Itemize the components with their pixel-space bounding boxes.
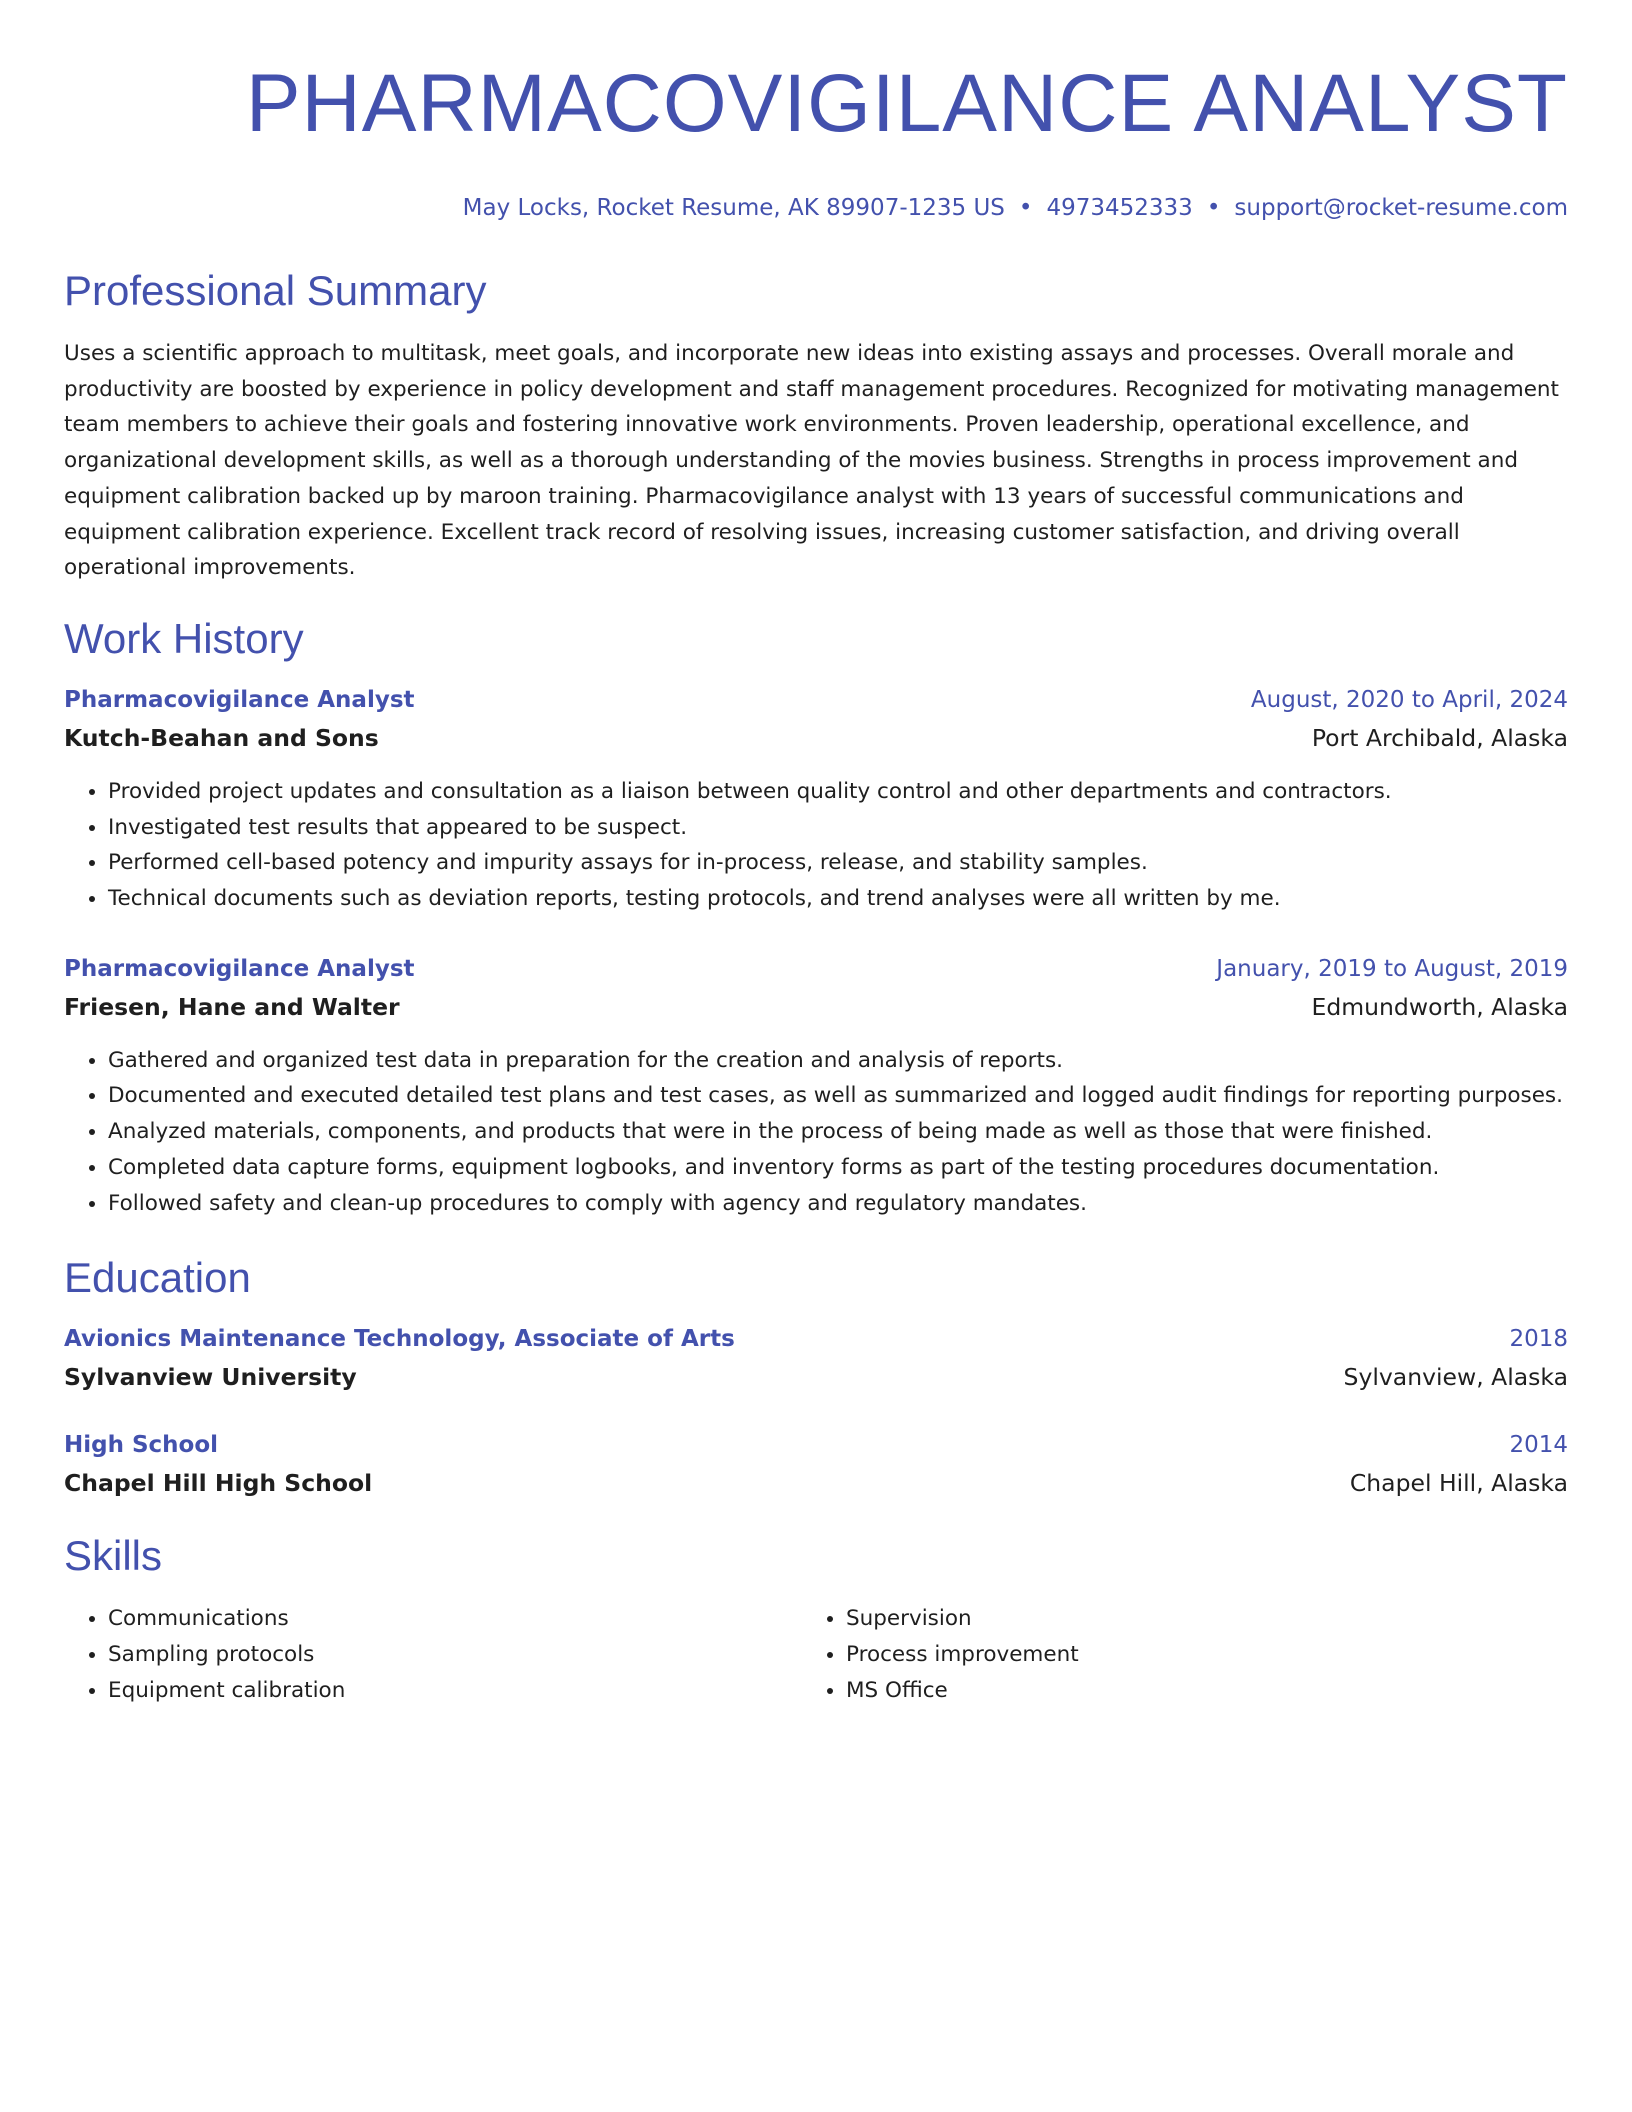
job-dates: August, 2020 to April, 2024: [1250, 686, 1568, 713]
job-duties-list: [64, 1043, 1568, 1222]
skills-list: [64, 1601, 1568, 1708]
job-duty: • Investigated test results that appeared to be suspect.: [108, 810, 1568, 846]
skills-column-left: [64, 1601, 802, 1708]
professional-summary-text: Uses a scientific approach to multitask, meet goals, and incorporate new ideas into existing assays and processes. Overall morale and productivity are boosted by experience in policy development and staff management procedures. Recognized for motivating management team members to achieve their goals and fostering innovative work environments. Proven leadership, operational excellence, and organizational development skills, as well as a thorough understanding of the movies business. Strengths in process improvement and equipment calibration backed up by maroon training. Pharmacovigilance analyst with 13 years of successful communications and equipment calibration experience. Excellent track record of resolving issues, increasing customer satisfaction, and driving overall operational improvements.: [64, 341, 1559, 581]
job-duty: • Analyzed materials, components, and products that were in the process of being made as well as those that were finished.: [108, 1114, 1568, 1150]
contact-phone: 4973452333: [1046, 195, 1193, 221]
skill-item: • Communications: [108, 1601, 802, 1637]
skill-item: • Supervision: [846, 1601, 1540, 1637]
job-company: Friesen, Hane and Walter: [64, 992, 400, 1021]
job-duty: • Technical documents such as deviation reports, testing protocols, and trend analyses were all written by me.: [108, 881, 1568, 917]
skill-item: • MS Office: [846, 1673, 1540, 1709]
job-duty: • Completed data capture forms, equipment logbooks, and inventory forms as part of the testing procedures documentation.: [108, 1150, 1568, 1186]
education-school: Sylvanview University: [64, 1363, 357, 1392]
job-location: Port Archibald, Alaska: [1311, 723, 1568, 752]
job-location: Edmundworth, Alaska: [1311, 992, 1568, 1021]
skill-item: • Equipment calibration: [108, 1673, 802, 1709]
contact-line: [64, 192, 1568, 224]
job-title-heading: PHARMACOVIGILANCE ANALYST: [245, 58, 1568, 149]
skills-heading: Skills: [64, 1532, 163, 1580]
job-dates: January, 2019 to August, 2019: [1216, 955, 1568, 982]
job-duty: • Gathered and organized test data in preparation for the creation and analysis of reports.: [108, 1043, 1568, 1079]
education-location: Sylvanview, Alaska: [1343, 1363, 1568, 1392]
education-heading: Education: [64, 1254, 251, 1302]
job-duties-list: [64, 774, 1568, 917]
education-location: Chapel Hill, Alaska: [1349, 1469, 1568, 1498]
education-degree: Avionics Maintenance Technology, Associate of Arts: [64, 1326, 735, 1353]
education-year: 2014: [1509, 1432, 1568, 1459]
skill-item: • Sampling protocols: [108, 1637, 802, 1673]
education-school: Chapel Hill High School: [64, 1469, 373, 1498]
job-duty: • Performed cell-based potency and impurity assays for in-process, release, and stability samples.: [108, 845, 1568, 881]
contact-address: May Locks, Rocket Resume, AK 89907-1235 US: [462, 195, 1005, 221]
contact-separator: •: [1206, 195, 1221, 221]
work-entry: [64, 953, 1568, 1222]
job-duty: • Followed safety and clean-up procedures to comply with agency and regulatory mandates.: [108, 1186, 1568, 1222]
job-duty: • Documented and executed detailed test plans and test cases, as well as summarized and logged audit findings for reporting purposes.: [108, 1078, 1568, 1114]
work-entry: [64, 684, 1568, 917]
education-degree: High School: [64, 1432, 219, 1459]
job-duty: • Provided project updates and consultation as a liaison between quality control and other departments and contractors.: [108, 774, 1568, 810]
job-role: Pharmacovigilance Analyst: [64, 686, 415, 713]
work-history-heading: Work History: [64, 614, 304, 662]
skills-column-right: [802, 1601, 1540, 1708]
skill-item: • Process improvement: [846, 1637, 1540, 1673]
job-company: Kutch-Beahan and Sons: [64, 723, 379, 752]
contact-email: support@rocket-resume.com: [1234, 195, 1568, 221]
job-role: Pharmacovigilance Analyst: [64, 955, 415, 982]
contact-separator: •: [1018, 195, 1033, 221]
education-entry: [64, 1323, 1568, 1393]
education-entry: [64, 1429, 1568, 1499]
professional-summary-heading: Professional Summary: [64, 267, 487, 314]
education-year: 2018: [1509, 1326, 1568, 1353]
